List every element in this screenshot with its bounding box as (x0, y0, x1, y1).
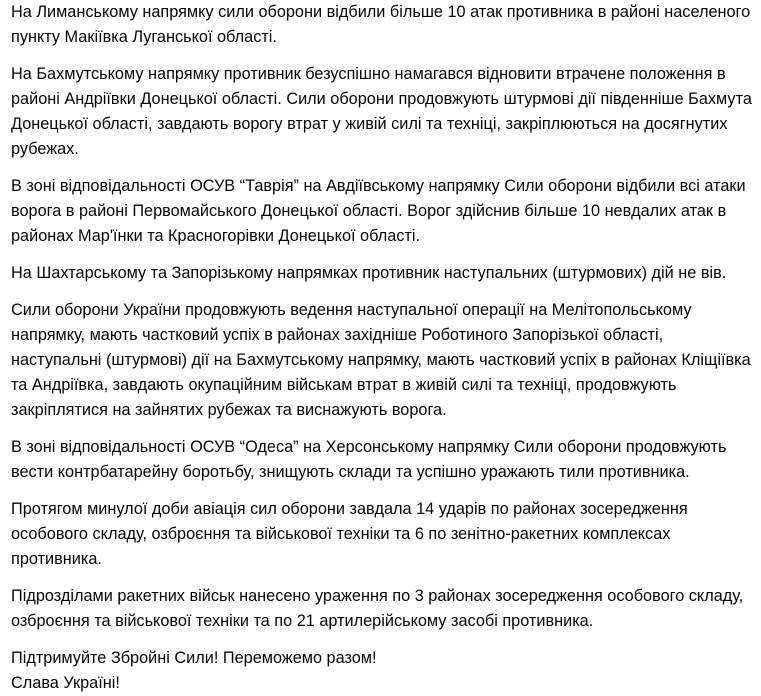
post-paragraph: Сили оборони України продовжують ведення наступальної операції на Мелітопольському напрямку, мають частковий успіх в районах західніше Роботиного Запорізької області, наступальні (штурмові) дії на Бахмутському напрямку, мають частковий успіх в районах Кліщіївка та Андріївка, завдають окупаційним військам втрат в живій силі та техніці, продовжують закріплятися на зайнятих рубежах та виснажують ворога. (11, 301, 751, 419)
post-paragraph: В зоні відповідальності ОСУВ “Одеса” на Херсонському напрямку Сили оборони продовжують вести контрбатарейну боротьбу, знищують склади та успішно уражають тили противника. (11, 438, 727, 481)
closing-line: Слава Україні! (11, 674, 120, 692)
post-body (11, 0, 756, 696)
post-paragraph: На Шахтарському та Запорізькому напрямках противник наступальних (штурмових) дій не вів. (11, 264, 727, 282)
closing-line: Підтримуйте Збройні Сили! Переможемо разом! (11, 649, 377, 667)
post-paragraph: На Лиманському напрямку сили оборони відбили більше 10 атак противника в районі населеного пункту Макіївка Луганської області. (11, 3, 751, 46)
post-paragraph: На Бахмутському напрямку противник безуспішно намагався відновити втрачене положення в районі Андріївки Донецької області. Сили оборони продовжують штурмові дії південніше Бахмута Донецької області, завдають ворогу втрат у живій силі та техніці, закріплюються на досягнутих рубежах. (11, 65, 752, 158)
post-closing (11, 646, 756, 696)
post-paragraph: Підрозділами ракетних військ нанесено ураження по 3 районах зосередження особового складу, озброєння та військової техніки та по 21 артилерійському засобі противника. (11, 587, 744, 630)
post-paragraph: Протягом минулої доби авіація сил оборони завдала 14 ударів по районах зосередження особового складу, озброєння та військової техніки та 6 по зенітно-ракетних комплексах противника. (11, 500, 688, 568)
post-paragraph: В зоні відповідальності ОСУВ “Таврія” на Авдіївському напрямку Сили оборони відбили всі атаки ворога в районі Первомайського Донецької області. Ворог здійснив більше 10 невдалих атак в районах Мар'їнки та Красногорівки Донецької області. (11, 177, 746, 245)
